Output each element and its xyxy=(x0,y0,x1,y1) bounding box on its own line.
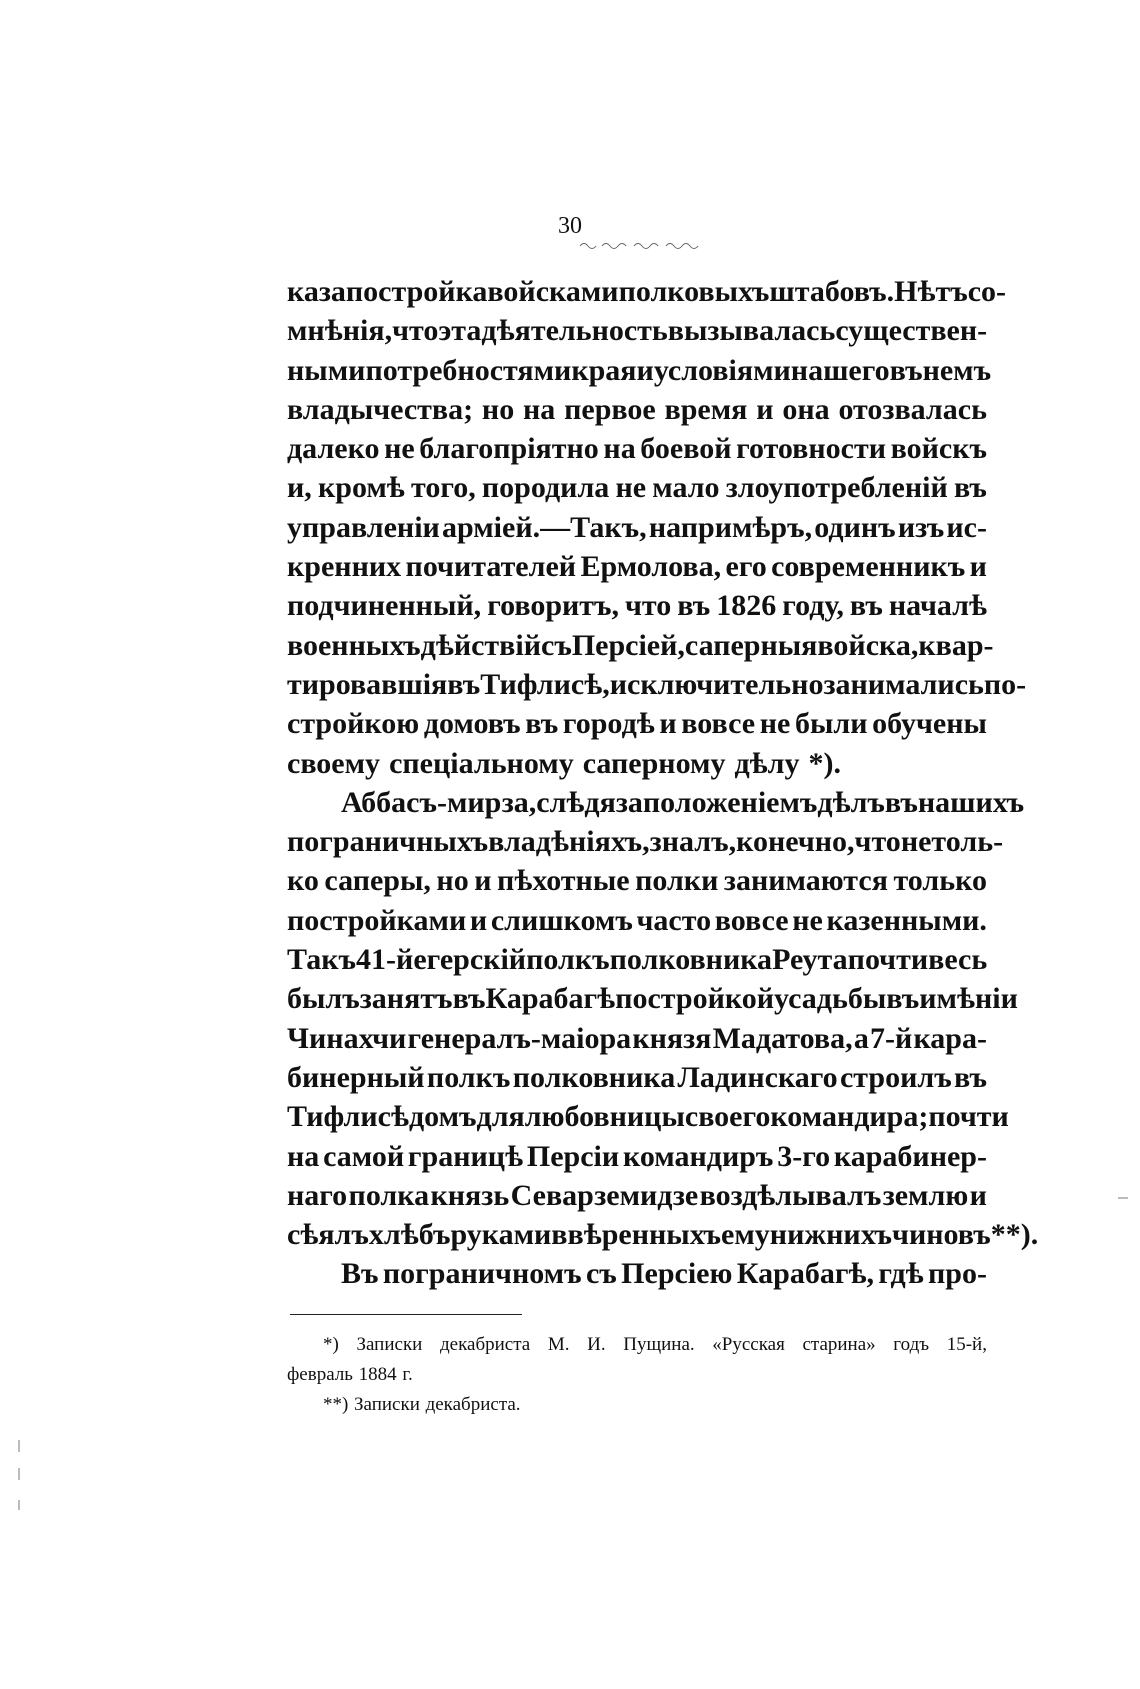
body-text-word: управленіи xyxy=(287,510,440,544)
body-text-word: условіями xyxy=(653,353,791,387)
body-text-word: на xyxy=(523,392,556,426)
body-text-word: военныхъ xyxy=(287,628,421,662)
body-text-word: своего xyxy=(684,1100,771,1134)
body-text-word: весь xyxy=(928,943,988,977)
body-text-word: карабинер- xyxy=(833,1139,987,1173)
body-text-line xyxy=(287,1254,987,1293)
body-text-word: полкъ xyxy=(526,943,610,977)
footnote-word: *) xyxy=(323,1334,339,1355)
body-text-word: зналъ, xyxy=(649,825,737,859)
body-text-word: полковника xyxy=(512,1060,676,1094)
body-text-word: полковыхъ xyxy=(618,275,770,308)
body-text-line xyxy=(287,861,987,900)
body-text-word: пограничномъ xyxy=(382,1257,582,1291)
body-text-word: сѣялъ xyxy=(287,1218,369,1252)
body-text-word: и xyxy=(636,353,654,387)
scan-artifact-mark xyxy=(1118,1197,1128,1199)
body-text-word: гдѣ xyxy=(878,1257,924,1291)
body-text-word: въ xyxy=(884,785,918,819)
body-text-word: егерскій xyxy=(413,943,527,977)
body-text-word: Карабагѣ, xyxy=(736,1257,874,1291)
body-text-word: нашего xyxy=(790,353,890,387)
body-text-word: занятъ xyxy=(359,982,453,1016)
body-text-word: Реута xyxy=(772,943,848,977)
footnote-word: 1884 xyxy=(358,1364,397,1385)
body-text-word: имѣніи xyxy=(919,982,1018,1016)
body-text-line xyxy=(287,1176,987,1215)
body-text-word: были xyxy=(794,707,868,741)
body-text-line xyxy=(287,1137,987,1176)
body-text-word: чиновъ xyxy=(892,1218,991,1252)
body-text-word: **). xyxy=(990,1218,1039,1252)
body-text-word: полкъ xyxy=(426,1060,511,1094)
body-text-word: за xyxy=(615,785,643,819)
body-text-word: занимались xyxy=(823,667,984,701)
body-text-word: командиръ xyxy=(622,1139,774,1173)
body-text-word: въ xyxy=(525,707,559,741)
body-text-line xyxy=(287,508,987,547)
body-text-word: исключительно xyxy=(609,667,824,701)
body-text-word: нижнихъ xyxy=(769,1218,893,1252)
body-text-word: ввѣренныхъ xyxy=(551,1218,722,1252)
body-text-word: время xyxy=(664,392,748,426)
body-text-word: постройками xyxy=(287,903,467,937)
body-text-word: на xyxy=(603,432,636,466)
body-text-word: казенными. xyxy=(826,903,987,937)
body-text-line xyxy=(287,979,1018,1018)
footnote-line xyxy=(287,1360,987,1390)
body-text-word: не xyxy=(615,471,647,505)
body-text-word: она xyxy=(782,392,830,426)
body-text-word: эта xyxy=(438,314,482,348)
body-text-word: 1826 xyxy=(716,589,777,623)
footnote-word: 15-й, xyxy=(946,1334,987,1355)
body-text-word: воздѣлывалъ xyxy=(699,1178,882,1212)
body-text xyxy=(287,272,1039,1294)
body-text-word: 41-й xyxy=(356,943,414,977)
body-text-word: Въ xyxy=(341,1257,379,1291)
body-text-word: Ладинскаго xyxy=(677,1060,838,1094)
body-text-word: владычества; xyxy=(287,392,474,426)
body-text-line xyxy=(287,783,1025,822)
body-text-word: не xyxy=(792,903,823,937)
body-text-word: каза xyxy=(287,275,346,308)
body-text-word: почти xyxy=(928,1100,1009,1134)
body-text-word: одинъ xyxy=(814,510,896,544)
body-text-word: въ xyxy=(889,353,923,387)
body-text-word: положеніемъ xyxy=(642,785,818,819)
body-text-word: бинерный xyxy=(287,1060,425,1094)
body-text-word: *). xyxy=(808,746,841,780)
scan-artifact-mark xyxy=(18,1468,20,1480)
body-text-word: а xyxy=(853,1021,869,1055)
body-text-word: Аббасъ-мирза, xyxy=(341,785,537,819)
body-text-word: штабовъ. xyxy=(769,275,895,308)
body-text-word: ему xyxy=(721,1218,770,1252)
footnote-line xyxy=(287,1390,987,1420)
body-text-word: полковника xyxy=(609,943,773,977)
body-text-word: про- xyxy=(928,1257,987,1291)
body-text-word: далеко xyxy=(287,432,380,466)
body-text-word: пограничныхъ xyxy=(287,825,489,859)
body-text-word: дѣятельность xyxy=(481,314,668,348)
body-text-word: постройкой xyxy=(615,982,775,1016)
body-text-line xyxy=(287,468,987,507)
body-text-word: дѣлу xyxy=(734,746,800,780)
body-text-word: князь xyxy=(430,1178,510,1212)
body-text-line xyxy=(287,665,1027,704)
footnote-word: **) xyxy=(323,1394,349,1415)
body-text-word: что xyxy=(625,589,672,623)
body-text-word: по- xyxy=(983,667,1027,701)
body-text-word: князя xyxy=(632,1021,712,1055)
body-text-word: говоритъ, xyxy=(487,589,620,623)
page-number: 30 xyxy=(558,213,582,239)
body-text-word: Карабагѣ xyxy=(485,982,616,1016)
body-text-word: командира; xyxy=(770,1100,929,1134)
body-text-word: и xyxy=(969,1178,987,1212)
body-text-word: ными xyxy=(287,353,366,387)
body-text-word: квар- xyxy=(918,628,994,662)
body-text-line xyxy=(287,351,992,390)
body-text-word: въ xyxy=(677,589,711,623)
scan-artifact-mark xyxy=(18,1500,20,1510)
body-text-word: Мадатова, xyxy=(712,1021,853,1055)
body-text-word: Севарземидзе xyxy=(510,1178,699,1212)
body-text-line xyxy=(287,1215,1039,1254)
body-text-word: постройка xyxy=(345,275,488,308)
body-text-word: границѣ xyxy=(407,1139,524,1173)
page-number-ornament xyxy=(578,240,706,250)
body-text-word: полки xyxy=(635,864,719,898)
body-text-word: но xyxy=(436,864,469,898)
body-text-word: и xyxy=(469,903,488,937)
body-text-word: кренних xyxy=(287,550,402,584)
body-text-word: саперы, xyxy=(324,864,431,898)
body-text-word: почти xyxy=(847,943,929,977)
body-text-word: въ xyxy=(886,982,920,1016)
body-text-word: и xyxy=(969,550,987,584)
body-text-word: мало xyxy=(652,471,720,505)
body-text-word: Нѣтъ xyxy=(894,275,968,308)
body-text-word: только xyxy=(893,864,987,898)
body-text-word: строилъ xyxy=(839,1060,952,1094)
body-text-word: напримѣръ, xyxy=(648,510,813,544)
body-text-word: Тифлисѣ, xyxy=(480,667,610,701)
footnote-word: г. xyxy=(402,1364,413,1385)
body-text-word: началѣ xyxy=(888,589,987,623)
body-text-word: существен- xyxy=(835,314,988,348)
body-text-word: края xyxy=(571,353,637,387)
body-text-word: породила xyxy=(481,471,610,505)
body-text-word: что xyxy=(392,314,439,348)
footnote-word: Пущина. xyxy=(623,1334,695,1355)
body-text-word: саперныя xyxy=(684,628,818,662)
body-text-word: его xyxy=(725,550,767,584)
body-text-word: вовсе xyxy=(681,707,756,741)
body-text-word: вовсе xyxy=(714,903,789,937)
body-text-word: благопріятно xyxy=(419,432,599,466)
body-text-word: полка xyxy=(348,1178,430,1212)
body-text-line xyxy=(287,626,994,665)
body-text-word: но xyxy=(481,392,515,426)
body-text-word: слишкомъ xyxy=(490,903,633,937)
body-text-word: толь- xyxy=(931,825,1004,859)
body-text-word: кара- xyxy=(913,1021,987,1055)
body-text-word: былъ xyxy=(287,982,360,1016)
body-text-word: владѣніяхъ, xyxy=(488,825,650,859)
body-text-line xyxy=(287,1058,987,1097)
body-text-word: первое xyxy=(564,392,656,426)
body-text-word: Ермолова, xyxy=(580,550,722,584)
body-text-line xyxy=(287,940,987,979)
body-text-word: готовности xyxy=(736,432,886,466)
footnote-word: старина» xyxy=(802,1334,876,1355)
body-text-word: не xyxy=(759,707,791,741)
body-text-word: и xyxy=(756,392,774,426)
body-text-word: тировавшія xyxy=(287,667,448,701)
body-text-word: землю xyxy=(882,1178,969,1212)
body-text-line xyxy=(287,1019,987,1058)
body-text-word: кромѣ xyxy=(317,471,405,505)
scan-artifact-mark xyxy=(18,1440,20,1452)
body-text-word: ис- xyxy=(946,510,987,544)
body-text-line xyxy=(287,1097,1009,1136)
body-text-word: войска, xyxy=(817,628,919,662)
footnote-word: годъ xyxy=(893,1334,930,1355)
body-text-word: почитателей xyxy=(405,550,577,584)
footnote-line xyxy=(287,1330,987,1360)
body-text-word: Персіи xyxy=(526,1139,620,1173)
footnote-word: декабриста xyxy=(439,1334,531,1355)
footnote-word: И. xyxy=(587,1334,606,1355)
body-text-word: дѣлъ xyxy=(817,785,885,819)
body-text-word: съ xyxy=(541,628,572,662)
body-text-line xyxy=(287,390,987,429)
body-text-word: конечно, xyxy=(736,825,855,859)
body-text-word: домъ xyxy=(409,1100,477,1134)
body-text-line xyxy=(287,704,987,743)
body-text-word: году, xyxy=(782,589,844,623)
body-text-word: въ xyxy=(849,589,883,623)
body-text-word: 7-й xyxy=(870,1021,913,1055)
body-text-word: боевой xyxy=(640,432,732,466)
footnote-word: декабриста. xyxy=(425,1394,521,1415)
body-text-word: съ xyxy=(585,1257,617,1291)
body-text-word: любовницы xyxy=(524,1100,685,1134)
body-text-word: мнѣнія, xyxy=(287,314,393,348)
body-text-word: Персіей, xyxy=(571,628,685,662)
body-text-line xyxy=(287,272,1007,311)
body-text-word: со- xyxy=(967,275,1007,308)
body-text-word: вызывалась xyxy=(667,314,836,348)
body-text-word: не xyxy=(900,825,932,859)
body-text-word: злоупотребленій xyxy=(725,471,948,505)
body-text-word: спеціальному xyxy=(389,746,574,780)
body-text-word: арміей.—Такъ, xyxy=(442,510,647,544)
body-text-word: городѣ xyxy=(562,707,655,741)
body-text-word: потребностями xyxy=(365,353,572,387)
footnote-word: «Русская xyxy=(712,1334,785,1355)
body-text-word: и xyxy=(474,864,492,898)
body-text-word: на xyxy=(287,1139,320,1173)
body-text-word: наго xyxy=(287,1178,348,1212)
body-text-word: въ xyxy=(452,982,486,1016)
body-text-word: Персіею xyxy=(621,1257,733,1291)
body-text-word: дѣйствій xyxy=(420,628,541,662)
body-text-word: въ xyxy=(953,471,987,505)
body-text-word: нашихъ xyxy=(917,785,1025,819)
body-text-word: немъ xyxy=(922,353,992,387)
body-text-word: 3-го xyxy=(777,1139,831,1173)
body-text-line xyxy=(287,744,987,783)
body-text-word: домовъ xyxy=(423,707,521,741)
body-text-word: руками xyxy=(450,1218,552,1252)
body-text-word: саперному xyxy=(582,746,726,780)
body-text-word: войскъ xyxy=(890,432,987,466)
body-text-word: того, xyxy=(410,471,476,505)
body-text-word: не xyxy=(384,432,415,466)
body-text-word: что xyxy=(854,825,901,859)
body-text-word: хлѣбъ xyxy=(368,1218,451,1252)
body-text-word: Такъ xyxy=(287,943,357,977)
body-text-word: подчиненный, xyxy=(287,589,482,623)
footnote-word: февраль xyxy=(287,1364,353,1385)
body-text-word: войсками xyxy=(487,275,619,308)
body-text-line xyxy=(287,547,987,586)
body-text-line xyxy=(287,429,987,468)
body-text-word: слѣдя xyxy=(536,785,616,819)
body-text-word: въ xyxy=(447,667,481,701)
body-text-word: и xyxy=(659,707,677,741)
footnote-word: Записки xyxy=(356,1334,423,1355)
body-text-word: пѣхотные xyxy=(497,864,630,898)
body-text-line xyxy=(287,586,987,625)
footnote-word: Записки xyxy=(354,1394,420,1415)
body-text-word: въ xyxy=(954,1060,987,1094)
body-text-word: современникъ xyxy=(771,550,966,584)
body-text-word: и, xyxy=(287,471,312,505)
body-text-word: занимаются xyxy=(723,864,888,898)
body-text-line xyxy=(287,901,987,940)
body-text-word: отозвалась xyxy=(838,392,987,426)
body-text-word: Тифлисѣ xyxy=(287,1100,409,1134)
footnote-divider xyxy=(290,1314,522,1315)
body-text-word: стройкою xyxy=(287,707,420,741)
body-text-line xyxy=(287,822,1004,861)
body-text-word: обучены xyxy=(872,707,987,741)
body-text-word: Чинахчи xyxy=(287,1021,407,1055)
footnote-word: М. xyxy=(547,1334,570,1355)
body-text-word: для xyxy=(476,1100,525,1134)
body-text-word: ко xyxy=(287,864,319,898)
body-text-word: изъ xyxy=(897,510,945,544)
body-text-word: часто xyxy=(636,903,712,937)
body-text-word: генералъ-маіора xyxy=(407,1021,632,1055)
body-text-line xyxy=(287,311,987,350)
body-text-word: усадьбы xyxy=(774,982,887,1016)
body-text-word: своему xyxy=(287,746,381,780)
footnotes xyxy=(287,1330,987,1420)
body-text-word: самой xyxy=(323,1139,405,1173)
